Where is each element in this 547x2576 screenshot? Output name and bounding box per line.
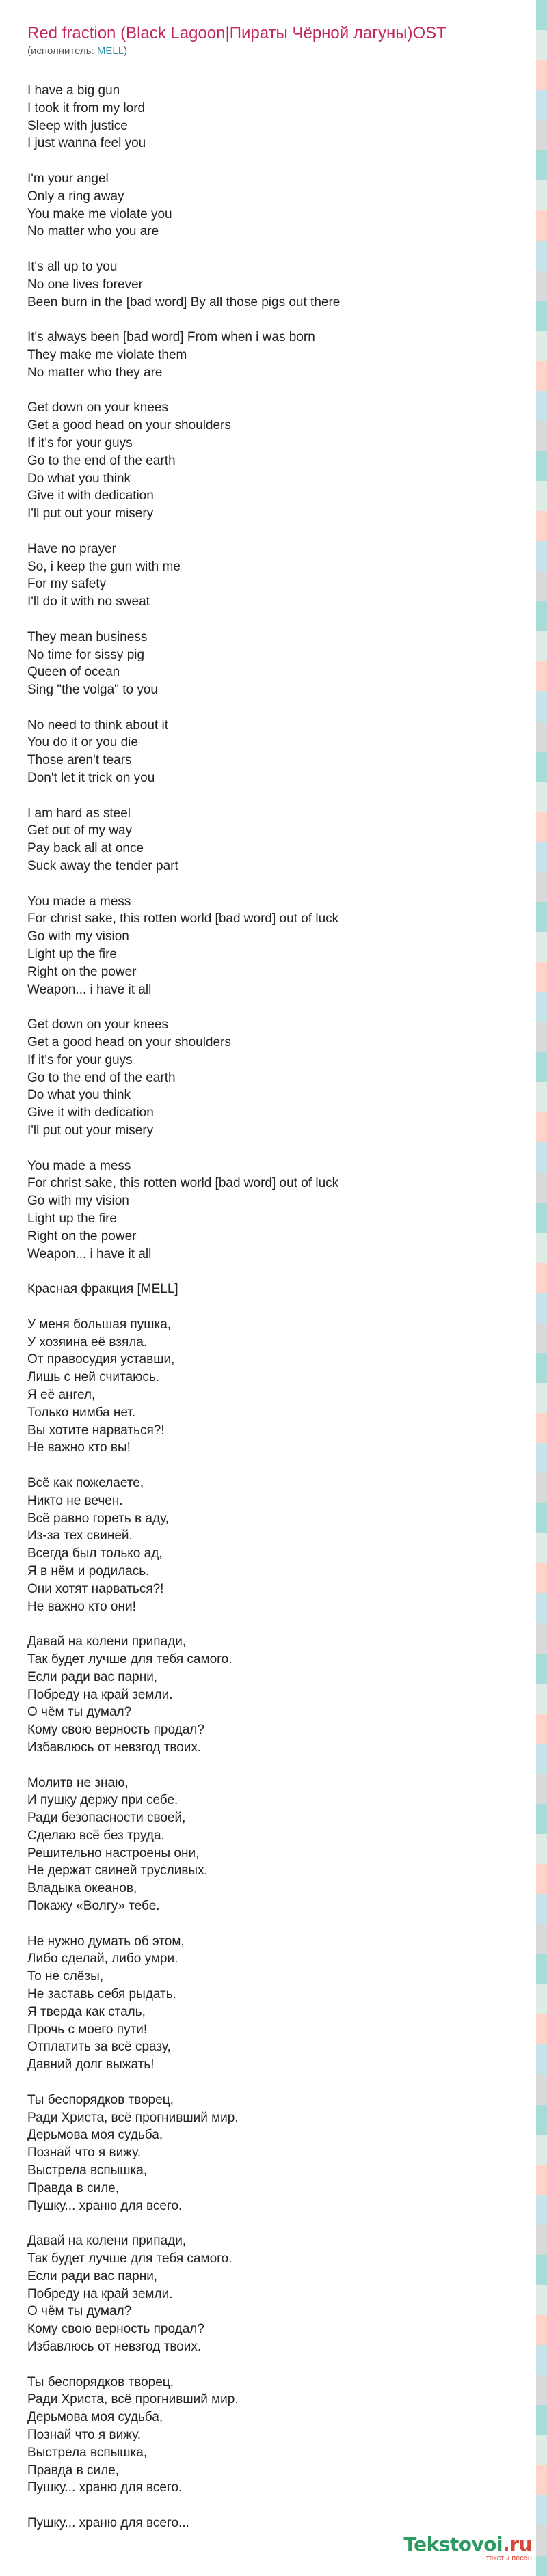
lyrics-line: You made a mess: [27, 894, 131, 909]
lyrics-line: Сделаю всё без труда.: [27, 1828, 165, 1843]
lyrics-stanza: [27, 399, 536, 523]
lyrics-line: I'll do it with no sweat: [27, 594, 150, 609]
lyrics-line: Всё равно гореть в аду,: [27, 1511, 169, 1526]
site-logo[interactable]: [403, 2533, 532, 2562]
lyrics-stanza: [27, 1633, 536, 1757]
lyrics-line: Красная фракция [MELL]: [27, 1282, 178, 1297]
lyrics-line: I'm your angel: [27, 171, 109, 186]
lyrics-line: Прочь с моего пути!: [27, 2022, 148, 2037]
lyrics-stanza: [27, 2092, 536, 2215]
lyrics-line: I have a big gun: [27, 83, 120, 98]
lyrics-line: Ты беспорядков творец,: [27, 2374, 174, 2389]
lyrics-line: Если ради вас парни,: [27, 2269, 158, 2284]
lyrics-stanza: [27, 82, 536, 152]
lyrics-line: They make me violate them: [27, 347, 187, 362]
logo-domain: .ru: [503, 2533, 532, 2556]
lyrics-line: Ради Христа, всё прогнивший мир.: [27, 2392, 239, 2407]
lyrics-line: Пушку... храню для всего.: [27, 2480, 183, 2495]
lyrics-line: Ради Христа, всё прогнивший мир.: [27, 2110, 239, 2125]
lyrics-line: No matter who you are: [27, 224, 159, 239]
lyrics-line: It's always been [bad word] From when i was born: [27, 330, 315, 345]
lyrics-line: Не заставь себя рыдать.: [27, 1987, 176, 2002]
lyrics-line: Right on the power: [27, 964, 137, 979]
lyrics-line: Give it with dedication: [27, 1106, 154, 1121]
lyrics-line: Пушку... храню для всего...: [27, 2515, 189, 2530]
lyrics-stanza: [27, 540, 536, 611]
lyrics-line: Get out of my way: [27, 823, 133, 838]
lyrics-line: Только нимба нет.: [27, 1405, 136, 1420]
lyrics-line: Suck away the tender part: [27, 859, 178, 874]
lyrics-line: Побреду на край земли.: [27, 1687, 173, 1702]
lyrics-line: They mean business: [27, 629, 148, 644]
lyrics-line: I just wanna feel you: [27, 136, 146, 151]
lyrics-line: Выстрела вспышка,: [27, 2163, 148, 2178]
lyrics-stanza: [27, 2374, 536, 2497]
lyrics-line: У хозяина её взяла.: [27, 1334, 148, 1349]
lyrics-line: Выстрела вспышка,: [27, 2445, 148, 2460]
lyrics-line: Don't let it trick on you: [27, 771, 155, 786]
lyrics-line: Всегда был только ад,: [27, 1546, 163, 1561]
lyrics-line: У меня большая пушка,: [27, 1317, 172, 1332]
lyrics-line: Give it with dedication: [27, 489, 154, 504]
lyrics-line: If it's for your guys: [27, 435, 133, 450]
lyrics-line: Я её ангел,: [27, 1387, 96, 1402]
lyrics-line: Пушку... храню для всего.: [27, 2198, 183, 2213]
lyrics-line: О чём ты думал?: [27, 1705, 132, 1720]
lyrics-stanza: [27, 1475, 536, 1615]
lyrics-line: No matter who they are: [27, 365, 163, 380]
lyrics-stanza: [27, 1775, 536, 1915]
lyrics-line: Лишь с ней считаюсь.: [27, 1370, 160, 1385]
lyrics-line: Only a ring away: [27, 189, 124, 204]
lyrics-line: Избавлюсь от невзгод твоих.: [27, 2340, 202, 2354]
lyrics-line: Из-за тех свиней.: [27, 1529, 133, 1544]
lyrics-line: Been burn in the [bad word] By all those pigs out there: [27, 294, 341, 310]
lyrics-line: Go to the end of the earth: [27, 453, 176, 468]
lyrics-line: No need to think about it: [27, 717, 168, 732]
lyrics-line: То не слёзы,: [27, 1969, 104, 1984]
performer-line: [27, 45, 536, 57]
lyrics-line: Weapon... i have it all: [27, 1246, 152, 1261]
lyrics-line: Решительно настроены они,: [27, 1846, 200, 1861]
lyrics-line: Those aren't tears: [27, 753, 132, 768]
lyrics-line: Ради безопасности своей,: [27, 1811, 186, 1826]
lyrics-line: Go with my vision: [27, 1194, 129, 1209]
performer-suffix: ): [124, 45, 128, 57]
lyrics-line: Не держат свиней трусливых.: [27, 1863, 208, 1878]
lyrics-line: For my safety: [27, 577, 107, 592]
lyrics-line: Если ради вас парни,: [27, 1669, 158, 1684]
lyrics-stanza: [27, 170, 536, 241]
lyrics-line: Избавлюсь от невзгод твоих.: [27, 1740, 202, 1755]
lyrics-line: Давай на колени припади,: [27, 1634, 187, 1649]
lyrics-line: Дерьмова моя судьба,: [27, 2128, 163, 2143]
lyrics-line: Молитв не знаю,: [27, 1775, 129, 1790]
lyrics-line: Get a good head on your shoulders: [27, 418, 231, 433]
lyrics-stanza: [27, 629, 536, 699]
lyrics-line: Вы хотите нарваться?!: [27, 1423, 165, 1438]
lyrics-line: Right on the power: [27, 1229, 137, 1244]
lyrics-line: Либо сделай, либо умри.: [27, 1951, 178, 1967]
lyrics-line: Не нужно думать об этом,: [27, 1934, 185, 1949]
lyrics-line: I'll put out your misery: [27, 506, 154, 521]
lyrics-stanza: [27, 258, 536, 311]
lyrics-line: Ты беспорядков творец,: [27, 2092, 174, 2107]
lyrics-line: Weapon... i have it all: [27, 982, 152, 997]
lyrics-line: Go with my vision: [27, 929, 129, 944]
lyrics-stanza: [27, 1316, 536, 1457]
lyrics-line: I'll put out your misery: [27, 1123, 154, 1138]
lyrics-line: Do what you think: [27, 471, 131, 486]
lyrics-line: Do what you think: [27, 1088, 131, 1103]
lyrics-line: Я в нём и родилась.: [27, 1563, 150, 1578]
lyrics-line: Go to the end of the earth: [27, 1070, 176, 1085]
lyrics-line: Sing "the volga" to you: [27, 683, 158, 698]
lyrics-line: Я тверда как сталь,: [27, 2004, 146, 2019]
performer-prefix: (исполнитель:: [27, 45, 97, 57]
performer-link[interactable]: MELL: [96, 45, 124, 57]
lyrics-line: No one lives forever: [27, 277, 143, 292]
lyrics-line: Get down on your knees: [27, 1017, 168, 1032]
lyrics-line: Кому свою верность продал?: [27, 1723, 204, 1738]
logo-tagline: тексты песен: [485, 2554, 532, 2562]
lyrics-stanza: [27, 805, 536, 875]
lyrics-line: Дерьмова моя судьба,: [27, 2410, 163, 2425]
lyrics-stanza: [27, 1157, 536, 1263]
lyrics-line: You made a mess: [27, 1158, 131, 1173]
lyrics-line: Не важно кто вы!: [27, 1440, 131, 1455]
lyrics-stanza: [27, 717, 536, 787]
lyrics-line: Давай на колени припади,: [27, 2234, 187, 2249]
lyrics-stanza: [27, 329, 536, 381]
lyrics-line: If it's for your guys: [27, 1052, 133, 1067]
lyrics-line: Владыка океанов,: [27, 1881, 137, 1896]
lyrics-line: Правда в силе,: [27, 2180, 120, 2195]
lyrics-line: Познай что я вижу.: [27, 2427, 141, 2442]
lyrics-line: For christ sake, this rotten world [bad word] out of luck: [27, 912, 339, 927]
lyrics-stanza: [27, 2232, 536, 2356]
lyrics-line: You do it or you die: [27, 735, 138, 750]
lyrics-line: You make me violate you: [27, 206, 172, 221]
lyrics-line: Get down on your knees: [27, 400, 168, 415]
lyrics-line: Никто не вечен.: [27, 1493, 123, 1508]
lyrics-line: Have no prayer: [27, 541, 116, 556]
lyrics-line: So, i keep the gun with me: [27, 559, 181, 574]
lyrics-line: Sleep with justice: [27, 118, 128, 133]
lyrics-line: Не важно кто они!: [27, 1599, 136, 1614]
lyrics-line: Покажу «Волгу» тебе.: [27, 1899, 160, 1914]
lyrics-line: No time for sissy pig: [27, 647, 145, 662]
lyrics-stanza: [27, 2515, 536, 2532]
logo-name: Tekstovoi: [403, 2533, 503, 2556]
lyrics-line: Light up the fire: [27, 1211, 117, 1226]
lyrics-line: Кому свою верность продал?: [27, 2322, 204, 2337]
lyrics-line: Познай что я вижу.: [27, 2146, 141, 2161]
lyrics-line: It's all up to you: [27, 259, 118, 274]
lyrics-stanza: [27, 893, 536, 999]
lyrics-line: Они хотят нарваться?!: [27, 1581, 164, 1596]
lyrics-line: I am hard as steel: [27, 806, 131, 821]
lyrics-line: Так будет лучше для тебя самого.: [27, 1652, 232, 1667]
lyrics-line: О чём ты думал?: [27, 2304, 132, 2319]
lyrics-line: Давний долг выжать!: [27, 2057, 155, 2072]
lyrics-line: Правда в силе,: [27, 2463, 120, 2478]
lyrics-line: Отплатить за всё сразу,: [27, 2040, 171, 2055]
lyrics-line: Так будет лучше для тебя самого.: [27, 2251, 232, 2266]
lyrics-text: [27, 82, 536, 2532]
lyrics-line: От правосудия уставши,: [27, 1352, 175, 1367]
lyrics-line: For christ sake, this rotten world [bad word] out of luck: [27, 1176, 339, 1191]
lyrics-line: I took it from my lord: [27, 100, 146, 115]
lyrics-line: Light up the fire: [27, 947, 117, 962]
lyrics-stanza: [27, 1933, 536, 2074]
lyrics-line: Queen of ocean: [27, 665, 120, 680]
lyrics-line: Get a good head on your shoulders: [27, 1035, 231, 1050]
lyrics-stanza: [27, 1280, 536, 1298]
song-title: Red fraction (Black Lagoon|Пираты Чёрной лагуны)OST: [27, 24, 446, 42]
lyrics-line: Всё как пожелаете,: [27, 1475, 144, 1490]
lyrics-line: Pay back all at once: [27, 841, 144, 856]
lyrics-line: И пушку держу при себе.: [27, 1793, 178, 1808]
logo-wordmark: [403, 2533, 532, 2556]
lyrics-stanza: [27, 1016, 536, 1140]
lyrics-line: Побреду на край земли.: [27, 2286, 173, 2301]
